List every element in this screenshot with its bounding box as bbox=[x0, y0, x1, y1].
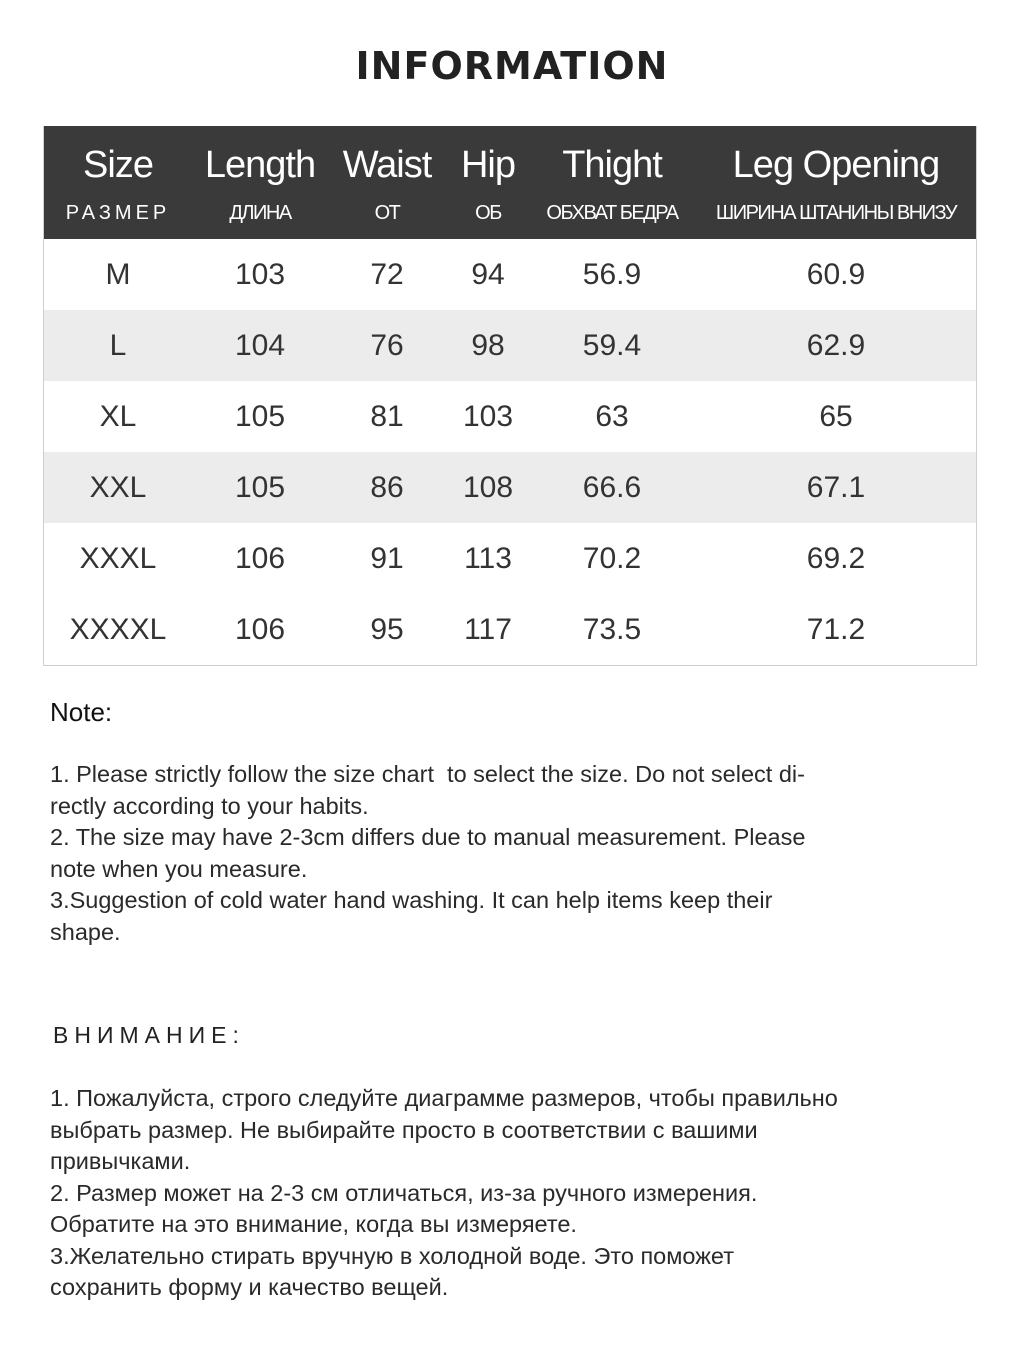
cell-thigh: 73.5 bbox=[582, 613, 642, 646]
note-text-ru bbox=[50, 1083, 970, 1304]
header-hip bbox=[446, 126, 530, 239]
cell-hip: 113 bbox=[464, 542, 512, 575]
header-hip-ru: ОБ bbox=[475, 202, 501, 224]
header-waist-ru: ОТ bbox=[374, 202, 400, 224]
cell-leg-opening: 60.9 bbox=[806, 258, 866, 291]
cell-hip: 117 bbox=[464, 613, 512, 646]
note-line: rectly according to your habits. bbox=[50, 792, 369, 819]
header-waist-en: Waist bbox=[342, 144, 432, 186]
cell-waist: 76 bbox=[370, 329, 404, 362]
table-row bbox=[44, 310, 976, 381]
header-hip-en: Hip bbox=[460, 144, 516, 186]
cell-waist: 91 bbox=[370, 542, 404, 575]
cell-hip: 94 bbox=[471, 258, 505, 291]
attention-heading-ru: ВНИМАНИЕ: bbox=[53, 1022, 245, 1048]
cell-thigh: 66.6 bbox=[582, 471, 642, 504]
cell-length: 105 bbox=[234, 400, 286, 433]
header-leg-opening-ru: ШИРИНА ШТАНИНЫ ВНИЗУ bbox=[715, 202, 957, 224]
table-row bbox=[44, 381, 976, 452]
cell-waist: 86 bbox=[370, 471, 404, 504]
cell-size: XXL bbox=[89, 471, 147, 504]
cell-size: XL bbox=[99, 400, 137, 433]
size-chart-table bbox=[43, 126, 977, 666]
header-leg-opening bbox=[694, 126, 978, 239]
note-line: 1. Please strictly follow the size chart to select the size. Do not select di- bbox=[50, 761, 805, 787]
note-line-ru: 2. Размер может на 2-3 см отличаться, из-за ручного измерения. bbox=[50, 1179, 758, 1206]
cell-thigh: 63 bbox=[595, 400, 629, 433]
cell-length: 103 bbox=[234, 258, 286, 291]
cell-hip: 98 bbox=[471, 329, 505, 362]
header-thigh-ru: ОБХВАТ БЕДРА bbox=[546, 202, 678, 224]
table-row bbox=[44, 239, 976, 310]
header-size bbox=[44, 126, 192, 239]
cell-leg-opening: 67.1 bbox=[806, 471, 866, 504]
cell-hip: 103 bbox=[462, 400, 514, 433]
cell-length: 104 bbox=[234, 329, 286, 362]
note-line-ru: 3.Желательно стирать вручную в холодной воде. Это поможет bbox=[50, 1242, 734, 1269]
note-text bbox=[50, 759, 970, 948]
header-length bbox=[192, 126, 328, 239]
cell-waist: 95 bbox=[370, 613, 404, 646]
header-size-en: Size bbox=[83, 144, 153, 186]
note-heading: Note: bbox=[50, 697, 113, 727]
cell-length: 106 bbox=[234, 613, 286, 646]
header-thigh bbox=[530, 126, 694, 239]
cell-size: L bbox=[109, 329, 127, 362]
note-line-ru: 1. Пожалуйста, строго следуйте диаграмме размеров, чтобы правильно bbox=[50, 1085, 838, 1111]
cell-length: 105 bbox=[234, 471, 286, 504]
note-line-ru: Обратите на это внимание, когда вы измеряете. bbox=[50, 1211, 577, 1237]
cell-thigh: 59.4 bbox=[582, 329, 642, 362]
header-size-ru: РАЗМЕР bbox=[65, 202, 171, 224]
note-line: 3.Suggestion of cold water hand washing. It can help items keep their bbox=[50, 887, 773, 913]
cell-hip: 108 bbox=[462, 471, 514, 504]
cell-leg-opening: 69.2 bbox=[806, 542, 866, 575]
cell-leg-opening: 62.9 bbox=[806, 329, 866, 362]
header-leg-opening-en: Leg Opening bbox=[732, 144, 940, 186]
note-line-ru: привычками. bbox=[50, 1148, 191, 1174]
page-title: INFORMATION bbox=[355, 44, 669, 88]
header-waist bbox=[328, 126, 446, 239]
header-length-en: Length bbox=[204, 144, 316, 186]
table-header bbox=[44, 126, 976, 239]
table-row bbox=[44, 452, 976, 523]
cell-size: XXXXL bbox=[69, 613, 167, 646]
cell-leg-opening: 71.2 bbox=[806, 613, 866, 646]
cell-waist: 72 bbox=[370, 258, 404, 291]
header-thigh-en: Thight bbox=[562, 144, 662, 186]
cell-length: 106 bbox=[234, 542, 286, 575]
note-line-ru: выбрать размер. Не выбирайте просто в соответствии с вашими bbox=[50, 1116, 758, 1143]
note-line: shape. bbox=[50, 918, 121, 945]
header-length-ru: ДЛИНА bbox=[229, 202, 291, 224]
cell-thigh: 70.2 bbox=[582, 542, 642, 575]
cell-waist: 81 bbox=[370, 400, 404, 433]
note-line-ru: сохранить форму и качество вещей. bbox=[50, 1274, 449, 1300]
cell-leg-opening: 65 bbox=[819, 400, 853, 433]
table-row bbox=[44, 594, 976, 665]
cell-thigh: 56.9 bbox=[582, 258, 642, 291]
table-row bbox=[44, 523, 976, 594]
cell-size: M bbox=[105, 258, 131, 291]
cell-size: XXXL bbox=[79, 542, 157, 575]
note-line: note when you measure. bbox=[50, 855, 308, 882]
note-line: 2. The size may have 2-3cm differs due to manual measurement. Please bbox=[50, 824, 806, 850]
